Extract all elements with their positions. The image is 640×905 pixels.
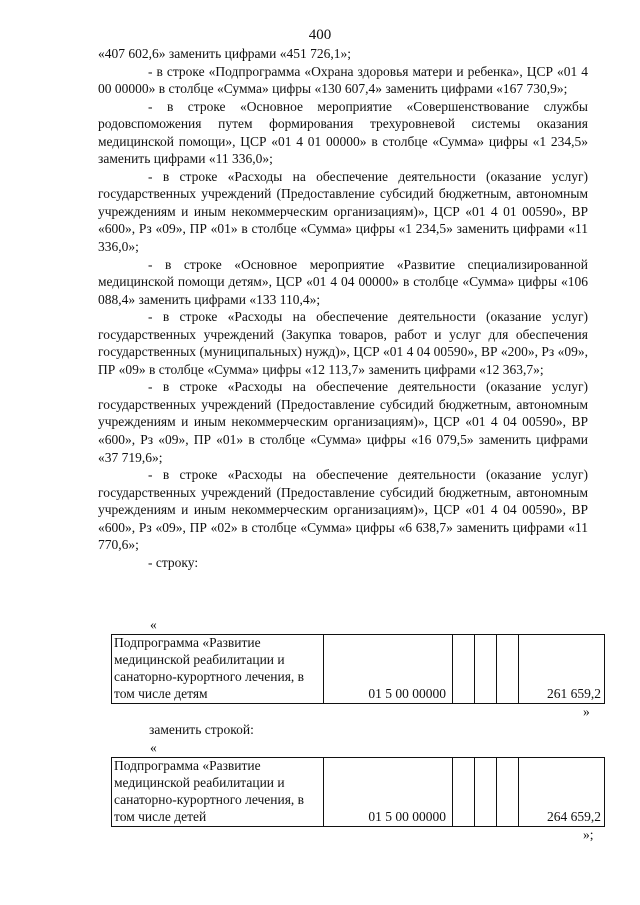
paragraph: - в строке «Основное мероприятие «Совершенствование службы родовспоможения путем формирования трехуровневой системы оказания медицинской помощи», ЦСР «01 4 01 00000» в столбце «Сумма» цифры «1 234,5» заменить цифрами «11 336,0»; bbox=[98, 98, 588, 167]
csr-code-cell: 01 5 00 00000 bbox=[324, 758, 453, 827]
quote-open: « bbox=[150, 617, 157, 632]
program-name-cell: Подпрограмма «Развитие медицинской реабилитации и санаторно-курортного лечения, в том числе детей bbox=[112, 758, 324, 827]
pr-cell bbox=[497, 758, 519, 827]
paragraph: - в строке «Расходы на обеспечение деятельности (оказание услуг) государственных учреждений (Предоставление субсидий бюджетным, автономным учреждениям и иным некоммерческим организациям)», ЦСР «01 4 04 00590», ВР «600», Рз «09», ПР «01» в столбце «Сумма» цифры «16 079,5» заменить цифрами «37 719,6»; bbox=[98, 379, 588, 465]
paragraph: - в строке «Расходы на обеспечение деятельности (оказание услуг) государственных учреждений (Закупка товаров, работ и услуг для обеспечения государственных (муниципальных) нужд)», ЦСР «01 4 04 00590», ВР «200», Рз «09», ПР «09» в столбце «Сумма» цифры «12 113,7» заменить цифрами «12 363,7»; bbox=[98, 309, 588, 377]
page-number: 400 bbox=[308, 27, 332, 43]
pr-cell bbox=[497, 635, 519, 704]
quote-close: »; bbox=[583, 827, 594, 842]
quote-open: « bbox=[150, 740, 157, 755]
csr-code-cell: 01 5 00 00000 bbox=[324, 635, 453, 704]
table-row bbox=[112, 635, 605, 704]
rz-cell bbox=[475, 635, 497, 704]
table-row bbox=[112, 758, 605, 827]
sum-cell: 264 659,2 bbox=[519, 758, 605, 827]
rz-cell bbox=[475, 758, 497, 827]
quote-close: » bbox=[583, 704, 590, 719]
table-old-row bbox=[111, 634, 605, 704]
program-name-cell: Подпрограмма «Развитие медицинской реабилитации и санаторно-курортного лечения, в том числе детям bbox=[112, 635, 324, 704]
sum-cell: 261 659,2 bbox=[519, 635, 605, 704]
paragraph: - строку: bbox=[148, 554, 199, 570]
paragraph: - в строке «Основное мероприятие «Развитие специализированной медицинской помощи детям», ЦСР «01 4 04 00000» в столбце «Сумма» цифры «106 088,4» заменить цифрами «133 110,4»; bbox=[98, 256, 588, 307]
vr-cell bbox=[453, 635, 475, 704]
table-new-row bbox=[111, 757, 605, 827]
paragraph: - в строке «Расходы на обеспечение деятельности (оказание услуг) государственных учреждений (Предоставление субсидий бюджетным, автономным учреждениям и иным некоммерческим организациям)», ЦСР «01 4 01 00590», ВР «600», Рз «09», ПР «01» в столбце «Сумма» цифры «1 234,5» заменить цифрами «11 336,0»; bbox=[98, 168, 588, 255]
paragraph: - в строке «Расходы на обеспечение деятельности (оказание услуг) государственных учреждений (Предоставление субсидий бюджетным, автономным учреждениям и иным некоммерческим организациям)», ЦСР «01 4 04 00590», ВР «600», Рз «09», ПР «02» в столбце «Сумма» цифры «6 638,7» заменить цифрами «11 770,6»; bbox=[98, 467, 588, 553]
replace-label: заменить строкой: bbox=[149, 722, 254, 737]
vr-cell bbox=[453, 758, 475, 827]
paragraph: - в строке «Подпрограмма «Охрана здоровья матери и ребенка», ЦСР «01 4 00 00000» в столбце «Сумма» цифры «130 607,4» заменить цифрами «167 730,9»; bbox=[98, 63, 588, 97]
body-text bbox=[98, 45, 588, 571]
paragraph: «407 602,6» заменить цифрами «451 726,1»; bbox=[98, 46, 351, 61]
